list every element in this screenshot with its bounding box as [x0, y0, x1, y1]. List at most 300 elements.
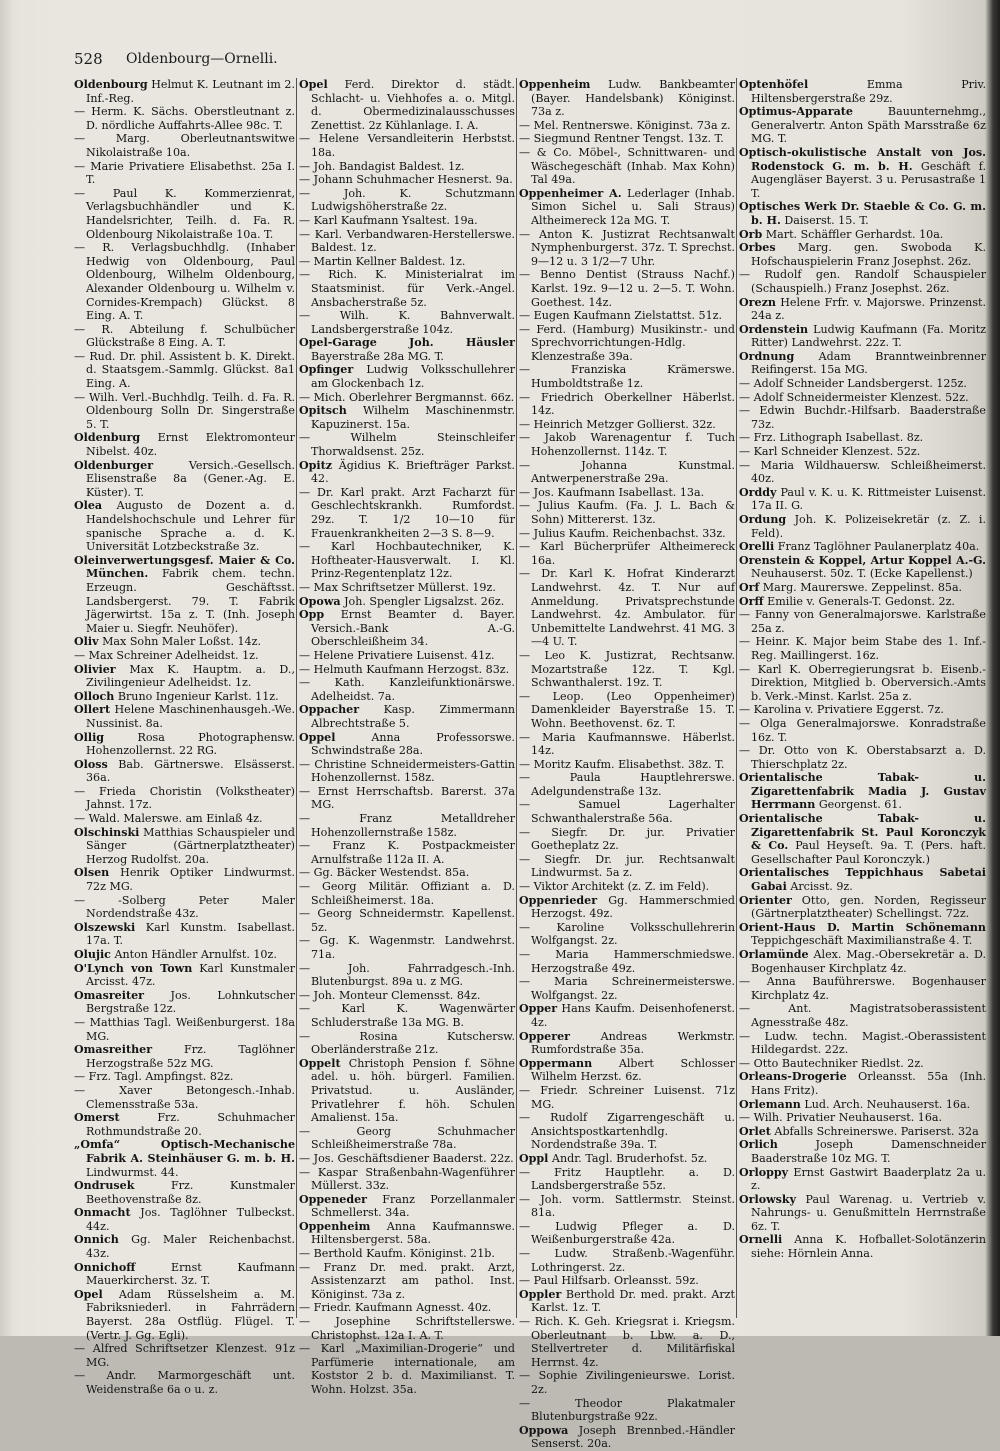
directory-entry [74, 459, 295, 500]
entry-surname: Opel [74, 1287, 103, 1301]
directory-entry [739, 1002, 986, 1029]
entry-details: — Anton K. Justizrat Rechtsanwalt Nymphenburgerst. 37z. T. Sprechst. 9—12 u. 3 1/2—7 Uhr. [519, 227, 735, 268]
entry-details: Bruno Ingenieur Karlst. 11z. [114, 689, 279, 703]
directory-entry [739, 1030, 986, 1057]
entry-details: Henrik Optiker Lindwurmst. 72z MG. [86, 866, 295, 894]
directory-entry [299, 785, 515, 812]
entry-surname: Optenhöfel [739, 78, 809, 91]
directory-entry [299, 1342, 515, 1396]
directory-entry [739, 1111, 986, 1125]
entry-details: Paul Heyseſt. 9a. T. (Pers. haft. Gesellschafter Paul Koronczyk.) [751, 839, 986, 866]
directory-entry [299, 431, 515, 458]
directory-entry [299, 934, 515, 961]
directory-entry [299, 703, 515, 730]
entry-details: Matthias Schauspieler und Sänger (Gärtnerplatztheater) Herzog Rudolfst. 20a. [86, 825, 295, 866]
entry-surname: Oldenbourg [74, 78, 148, 91]
entry-details: Orleansst. 55a (Inh. Hans Fritz). [751, 1070, 986, 1097]
entry-details: — Ferd. (Hamburg) Musikinstr.- und Sprechvorrichtungen-Hdlg. Klenzestraße 39a. [519, 322, 735, 363]
directory-entry [519, 1193, 735, 1220]
entry-details: Otto, gen. Norden, Regisseur (Gärtnerplatztheater) Schellingst. 72z. [751, 893, 986, 921]
directory-entry [519, 1057, 735, 1084]
entry-surname: Orlet [739, 1124, 771, 1138]
directory-entry [74, 1016, 295, 1043]
entry-details: Alex. Mag.-Obersekretär a. D. Bogenhauser Kirchplatz 4z. [751, 948, 986, 975]
directory-entry [74, 921, 295, 948]
entry-details: — Karl Kaufmann Ysaltest. 19a. [299, 213, 478, 227]
entry-details: — Leop. (Leo Oppenheimer) Damenkleider Bayerstraße 15. T. Wohn. Beethovenst. 6z. T. [519, 689, 735, 730]
entry-surname: Olea [74, 499, 103, 513]
entry-details: — Dr. Otto von K. Oberstabsarzt a. D. Thierschplatz 2z. [739, 744, 986, 771]
entry-details: — Rich. K. Geh. Kriegsrat i. Kriegsm. Oberleutnant b. Lbw. a. D., Stellvertreter d. Militärfiskal Herrnst. 4z. [519, 1315, 735, 1369]
directory-entry [299, 459, 515, 486]
directory-entry [519, 690, 735, 731]
directory-entry [739, 608, 986, 635]
entry-surname: Opperer [519, 1029, 570, 1043]
entry-details: Georgenst. 61. [815, 798, 902, 812]
directory-entry [739, 200, 986, 227]
column-rule [516, 78, 517, 1318]
entry-details: Joseph Brennbed.-Händler Senserst. 20a. [531, 1423, 735, 1451]
entry-details: — Fanny von Generalmajorswe. Karlstraße 25a z. [739, 608, 986, 635]
directory-entry [739, 513, 986, 540]
directory-entry [299, 1125, 515, 1152]
directory-entry [299, 486, 515, 540]
entry-details: — Wilh. K. Bahnverwalt. Landsbergerstraße 104z. [299, 309, 515, 336]
directory-entry [519, 758, 735, 772]
entry-details: — Jos. Geschäftsdiener Baaderst. 22z. [299, 1151, 514, 1165]
entry-details: — Georg Militär. Offiziant a. D. Schleißheimerst. 18a. [299, 880, 515, 907]
entry-surname: Opitsch [299, 404, 347, 418]
entry-details: — Marg. Oberleutnantswitwe Nikolaistraße 10a. [74, 132, 295, 159]
entry-surname: Omasreiter [74, 988, 144, 1002]
entry-surname: Olloch [74, 689, 115, 703]
entry-details: Paul v. K. u. K. Rittmeister Luisenst. 17a II. G. [751, 485, 986, 513]
directory-entry [739, 717, 986, 744]
directory-entry [299, 595, 515, 609]
entry-details: Wilhelm Maschinenmstr. Kapuzinerst. 15a. [311, 404, 515, 431]
entry-details: — Adolf Schneider Landsbergerst. 125z. [739, 377, 967, 391]
directory-entry [739, 744, 986, 771]
entry-details: — Mel. Rentnerswe. Königinst. 73a z. [519, 118, 731, 132]
entry-details: — Wilhelm Steinschleifer Thorwaldsenst. 25z. [299, 431, 515, 459]
entry-surname: Omasreither [74, 1043, 153, 1057]
directory-entry [74, 160, 295, 187]
entry-details: Fabrik chem. techn. Erzeugn. Geschäftsst. Landsbergerst. 79. T. Fabrik Jägerwirtst. 15a z. T. (Inh. Joseph Maier u. Siegfr. Neuhöfer). [86, 567, 295, 635]
directory-entry [299, 1247, 515, 1261]
directory-entry [74, 758, 295, 785]
entry-details: — Friedrich Oberkellner Häberlst. 14z. [519, 390, 735, 418]
directory-column-3 [519, 78, 735, 1451]
directory-entry [519, 1111, 735, 1152]
entry-details: Daiserst. 15. T. [780, 213, 869, 227]
directory-entry [739, 268, 986, 295]
entry-surname: Orlamünde [739, 948, 809, 961]
entry-surname: Opowa [299, 594, 341, 608]
entry-details: — Rudolf gen. Randolf Schauspieler (Schauspielh.) Franz Josephst. 26z. [739, 268, 986, 295]
entry-details: — Frieda Choristin (Volkstheater) Jahnst. 17z. [74, 784, 295, 812]
entry-surname: Orenstein & Koppel, Artur Koppel A.-G. [739, 553, 986, 567]
entry-details: — Karl „Maximilian-Drogerie“ und Parfümerie internationale, am Koststor 2 b. d. Maximilianst. T. Wohn. Holzst. 35a. [299, 1342, 515, 1396]
entry-details: — Frz. Lithograph Isabellast. 8z. [739, 431, 924, 445]
entry-surname: Opel [299, 78, 328, 91]
entry-surname: Ordung [739, 513, 787, 526]
entry-details: Helene Frfr. v. Majorswe. Prinzenst. 24a z. [751, 295, 986, 323]
directory-entry [519, 826, 735, 853]
entry-surname: Oppenheim [299, 1219, 371, 1233]
entry-surname: Onnich [74, 1233, 119, 1247]
entry-surname: Ordenstein [739, 322, 809, 336]
directory-entry [739, 921, 986, 948]
entry-surname: Orf [739, 580, 760, 594]
entry-details: — Rosina Kutschersw. Oberländerstraße 21z. [299, 1029, 515, 1057]
entry-details: Neuhauserst. 50z. T. (Ecke Kapellenst.) [751, 567, 973, 581]
entry-details: — R. Abteilung f. Schulbücher Glückstraße 8 Eing. A. T. [74, 322, 295, 350]
directory-entry [519, 187, 735, 228]
directory-entry [74, 635, 295, 649]
entry-details: — Joh. Bandagist Baldest. 1z. [299, 159, 465, 173]
directory-entry [519, 540, 735, 567]
directory-entry [739, 595, 986, 609]
entry-details: — Dr. Karl prakt. Arzt Facharzt für Geschlechtskrankh. Rumfordst. 29z. T. 1/2 10—10 für Frauenkrankheiten 2—3 S. 8—9. [299, 485, 515, 540]
entry-details: Abfalls Schreinerswe. Pariserst. 32a [770, 1124, 979, 1138]
entry-details: — Ludwig Pfleger a. D. Weißenburgerstraße 42a. [519, 1219, 735, 1247]
column-rule [736, 78, 737, 1318]
directory-entry [299, 1315, 515, 1342]
directory-entry [299, 255, 515, 269]
directory-entry [74, 350, 295, 391]
entry-details: Marg. gen. Swoboda K. Hofschauspielerin Franz Josephst. 26z. [751, 241, 986, 268]
directory-entry [299, 1261, 515, 1302]
entry-surname: Oldenburg [74, 431, 141, 445]
entry-details: Adam Rüsselsheim a. M. Fabriksniederl. in Fahrrädern Bayerst. 28a Ostflüg. Flügel. T. (Vertr. J. Gg. Egli). [86, 1287, 295, 1342]
entry-surname: Orlowsky [739, 1192, 797, 1206]
directory-entry [519, 798, 735, 825]
entry-details: Emma Priv. Hiltensbergerstraße 29z. [751, 78, 986, 105]
entry-details: — Xaver Betongesch.-Inhab. Clemensstraße 53a. [74, 1083, 295, 1111]
directory-entry [299, 173, 515, 187]
entry-details: Albert Schlosser Wilhelm Herzst. 6z. [531, 1056, 735, 1084]
directory-entry [739, 812, 986, 866]
entry-details: — Wilh. Verl.-Buchhdlg. Teilh. d. Fa. R. Oldenbourg Solln Dr. Singerstraße 5. T. [74, 390, 295, 431]
entry-surname: „Omfa“ Optisch-Mechanische Fabrik A. Steinhäuser G. m. b. H. [74, 1138, 295, 1165]
directory-entry [519, 418, 735, 432]
directory-entry [519, 948, 735, 975]
entry-details: Bab. Gärtnerswe. Elsässerst. 36a. [86, 757, 295, 785]
entry-surname: Ornelli [739, 1233, 783, 1247]
entry-details: Anna K. Hofballet-Solotänzerin siehe: Hörnlein Anna. [751, 1233, 986, 1261]
directory-entry [299, 1220, 515, 1247]
entry-details: Joseph Damenschneider Baaderstraße 10z MG. T. [751, 1138, 986, 1165]
entry-surname: Olschinski [74, 825, 140, 839]
entry-details: — Max Schriftsetzer Müllerst. 19z. [299, 580, 496, 594]
directory-entry [519, 1397, 735, 1424]
directory-entry [299, 758, 515, 785]
directory-entry [74, 1084, 295, 1111]
directory-entry [299, 880, 515, 907]
entry-details: — Viktor Architekt (z. Z. im Feld). [519, 880, 710, 894]
entry-surname: Oppermann [519, 1056, 593, 1070]
entry-details: — Joh. Monteur Clemensst. 84z. [299, 988, 481, 1002]
directory-entry [739, 635, 986, 662]
directory-entry [739, 894, 986, 921]
entry-details: — Franz Dr. med. prakt. Arzt, Assistenzarzt am pathol. Inst. Königinst. 73a z. [299, 1260, 515, 1301]
page-header [74, 50, 974, 76]
entry-details: — Johanna Kunstmal. Antwerpenerstraße 29a. [519, 458, 735, 486]
entry-details: — Christine Schneidermeisters-Gattin Hohenzollernst. 158z. [299, 757, 515, 785]
directory-entry [299, 78, 515, 132]
directory-entry [739, 703, 986, 717]
entry-details: Mart. Schäffler Gerhardst. 10a. [762, 227, 944, 241]
directory-entry [519, 1247, 735, 1274]
directory-entry [519, 228, 735, 269]
entry-details: Frz. Taglöhner Herzogstraße 52z MG. [86, 1043, 295, 1070]
directory-entry [74, 1111, 295, 1138]
entry-surname: Oppenheimer A. [519, 186, 622, 200]
directory-entry [739, 377, 986, 391]
directory-entry [739, 1098, 986, 1112]
directory-entry [519, 132, 735, 146]
directory-entry [299, 676, 515, 703]
entry-details: — Maria Wildhauersw. Schleißheimerst. 40z. [739, 458, 986, 486]
directory-entry [74, 948, 295, 962]
directory-entry [739, 1138, 986, 1165]
entry-surname: Optimus-Apparate [739, 105, 853, 119]
entry-details: — Siegfr. Dr. jur. Rechtsanwalt Lindwurmst. 5a z. [519, 852, 735, 880]
directory-entry [739, 459, 986, 486]
directory-entry [519, 880, 735, 894]
directory-entry [519, 119, 735, 133]
directory-entry [74, 187, 295, 241]
entry-details: Rosa Photographensw. Hohenzollernst. 22 RG. [86, 730, 295, 758]
entry-surname: Oppelt [299, 1056, 341, 1070]
directory-entry [739, 1125, 986, 1139]
entry-details: — Johann Schuhmacher Hesnerst. 9a. [299, 173, 513, 187]
directory-entry [299, 1193, 515, 1220]
entry-details: Lederlager (Inhab. Simon Sichel u. Sali Straus) Altheimereck 12a MG. T. [531, 186, 735, 227]
entry-details: Paul Warenag. u. Vertrieb v. Nahrungs- u. Genußmitteln Herrnstraße 6z. T. [751, 1192, 986, 1233]
entry-surname: Orezn [739, 295, 776, 309]
entry-details: — Moritz Kaufm. Elisabethst. 38z. T. [519, 757, 725, 771]
entry-details: — Sophie Zivilingenieurswe. Lorist. 2z. [519, 1369, 735, 1396]
entry-surname: Oppacher [299, 703, 360, 717]
entry-details: — Rud. Dr. phil. Assistent b. K. Direkt. d. Staatsgem.-Sammlg. Glückst. 8a1 Eing. A. [74, 349, 295, 391]
entry-details: Berthold Dr. med. prakt. Arzt Karlst. 1z. T. [531, 1287, 735, 1315]
entry-details: — Gg. K. Wagenmstr. Landwehrst. 71a. [299, 934, 515, 961]
directory-entry [299, 649, 515, 663]
directory-entry [299, 160, 515, 174]
directory-entry [299, 1057, 515, 1125]
entry-details: — Karl K. Wagenwärter Schluderstraße 13a MG. B. [299, 1002, 515, 1029]
entry-details: — Franziska Krämerswe. Humboldtstraße 1z. [519, 363, 735, 391]
entry-details: Frz. Kunstmaler Beethovenstraße 8z. [86, 1179, 295, 1206]
entry-details: — Alfred Schriftsetzer Klenzest. 91z MG. [74, 1342, 295, 1369]
directory-entry [519, 649, 735, 690]
directory-entry [74, 1206, 295, 1233]
entry-details: — Siegmund Rentner Tengst. 13z. T. [519, 132, 724, 146]
directory-entry [74, 554, 295, 636]
directory-entry [739, 105, 986, 146]
entry-details: — Paul K. Kommerzienrat, Verlagsbuchhändler und K. Handelsrichter, Teilh. d. Fa. R. Oldenbourg Nikolaistraße 10a. T. [74, 186, 295, 241]
directory-entry [299, 907, 515, 934]
entry-details: Ägidius K. Briefträger Parkst. 42. [311, 458, 515, 486]
directory-entry [739, 1193, 986, 1234]
entry-details: Karl Kunstm. Isabellast. 17a. T. [86, 920, 295, 948]
directory-entry [299, 839, 515, 866]
entry-details: Max K. Hauptm. a. D., Zivilingenieur Adelheidst. 1z. [86, 662, 295, 690]
entry-details: Jos. Taglöhner Tulbeckst. 44z. [86, 1206, 295, 1233]
entry-details: — Maria Kaufmannswe. Häberlst. 14z. [519, 730, 735, 758]
entry-details: Ludw. Bankbeamter (Bayer. Handelsbank) Königinst. 73a z. [531, 78, 735, 119]
directory-entry [519, 78, 735, 119]
entry-surname: Opfinger [299, 363, 354, 377]
directory-entry [299, 187, 515, 214]
directory-entry [74, 1233, 295, 1260]
entry-details: — Anna Bauführerswe. Bogenhauser Kirchplatz 4z. [739, 975, 986, 1002]
entry-details: Emilie v. Generals-T. Gedonst. 2z. [763, 594, 955, 608]
directory-entry [74, 989, 295, 1016]
entry-details: — Adolf Schneidermeister Klenzest. 52z. [739, 390, 969, 404]
directory-entry [299, 228, 515, 255]
directory-entry [739, 146, 986, 200]
directory-entry [299, 132, 515, 159]
entry-details: — Fritz Hauptlehr. a. D. Landsbergerstraße 55z. [519, 1165, 735, 1193]
directory-entry [74, 690, 295, 704]
entry-surname: Olujic [74, 948, 111, 961]
directory-entry [74, 894, 295, 921]
entry-details: Adam Branntweinbrenner Reifingerst. 15a MG. [751, 349, 986, 377]
directory-entry [299, 268, 515, 309]
entry-details: — Karl. Verbandwaren-Herstellerswe. Baldest. 1z. [299, 227, 515, 255]
entry-details: — & Co. Möbel-, Schnittwaren- und Wäschegeschäft (Inhab. Max Kohn) Tal 49a. [519, 145, 735, 187]
entry-details: Jos. Lohnkutscher Bergstraße 12z. [86, 988, 295, 1016]
entry-details: — Heinr. K. Major beim Stabe des 1. Inf.-Reg. Maillingerst. 16z. [739, 635, 986, 662]
entry-details: Joh. Spengler Ligsalzst. 26z. [340, 594, 505, 608]
directory-column-1 [74, 78, 295, 1396]
entry-details: — Mich. Oberlehrer Bergmannst. 66z. [299, 390, 515, 404]
entry-surname: Ordnung [739, 349, 795, 363]
directory-entry [739, 581, 986, 595]
entry-details: — Ernst Herrschaftsb. Barerst. 37a MG. [299, 784, 515, 812]
entry-details: Gg. Hammerschmied Herzogst. 49z. [531, 893, 735, 921]
entry-details: — Marie Privatiere Elisabethst. 25a I. T. [74, 159, 295, 187]
directory-entry [519, 1084, 735, 1111]
directory-entry [739, 771, 986, 812]
directory-entry [519, 459, 735, 486]
directory-entry [299, 1301, 515, 1315]
directory-entry [519, 1030, 735, 1057]
entry-details: — Jakob Warenagentur f. Tuch Hohenzollernst. 114z. T. [519, 431, 735, 459]
entry-surname: O'Lynch von Town [74, 961, 193, 975]
entry-details: Versich.-Gesellsch. Elisenstraße 8a (Gener.-Ag. E. Küster). T. [86, 458, 295, 499]
directory-entry [519, 1152, 735, 1166]
entry-surname: Oppel [299, 730, 336, 744]
directory-entry [299, 812, 515, 839]
entry-details: — Frz. Tagl. Ampfingst. 82z. [74, 1070, 234, 1084]
entry-details: — Jos. Kaufmann Isabellast. 13a. [519, 485, 705, 499]
directory-entry [519, 431, 735, 458]
directory-entry [299, 608, 515, 649]
directory-entry [299, 540, 515, 581]
entry-details: — Berthold Kaufm. Königinst. 21b. [299, 1247, 495, 1261]
directory-entry [519, 894, 735, 921]
directory-entry [739, 948, 986, 975]
directory-entry [74, 1342, 295, 1369]
entry-surname: Oleinverwertungsgesf. Maier & Co. München. [74, 553, 295, 581]
entry-surname: Orb [739, 227, 763, 241]
entry-details: Frz. Schuhmacher Rothmundstraße 20. [86, 1111, 295, 1138]
entry-surname: Olsen [74, 866, 110, 880]
directory-entry [739, 554, 986, 581]
directory-entry [74, 1261, 295, 1288]
entry-surname: Orienter [739, 893, 792, 907]
entry-details: Helene Maschinenhausgeh.-We. Nussinist. 8a. [86, 703, 295, 730]
entry-details: — Rich. K. Ministerialrat im Staatsminist. für Verk.-Angel. Ansbacherstraße 5z. [299, 268, 515, 309]
entry-details: — Karoline Volksschullehrerin Wolfgangst. 2z. [519, 920, 735, 948]
directory-entry [519, 975, 735, 1002]
directory-entry [739, 296, 986, 323]
directory-entry [74, 431, 295, 458]
directory-entry [299, 336, 515, 363]
entry-details: — Andr. Marmorgeschäft unt. Weidenstraße 6a o u. z. [74, 1369, 295, 1396]
entry-details: — Kath. Kanzleifunktionärswe. Adelheidst. 7a. [299, 676, 515, 703]
entry-details: — Eugen Kaufmann Zielstattst. 51z. [519, 309, 723, 323]
entry-details: Franz Taglöhner Paulanerplatz 40a. [774, 540, 980, 554]
entry-details: — Samuel Lagerhalter Schwanthalerstraße 56a. [519, 798, 735, 826]
directory-entry [299, 1152, 515, 1166]
directory-entry [74, 499, 295, 553]
entry-details: — Helene Privatiere Luisenst. 41z. [299, 648, 495, 662]
entry-details: — Maria Hammerschmiedswe. Herzogstraße 49z. [519, 948, 735, 975]
directory-entry [519, 268, 735, 309]
entry-details: — Joh. vorm. Sattlermstr. Steinst. 81a. [519, 1192, 735, 1220]
directory-entry [299, 1030, 515, 1057]
directory-entry [519, 567, 735, 649]
entry-details: — Julius Kaufm. (Fa. J. L. Bach & Sohn) Mittererst. 13z. [519, 499, 735, 526]
directory-entry [74, 731, 295, 758]
entry-surname: Ondrusek [74, 1179, 135, 1193]
entry-details: Marg. Maurerswe. Zeppelinst. 85a. [759, 580, 963, 594]
entry-details: — Julius Kaufm. Reichenbachst. 33z. [519, 526, 726, 540]
directory-entry [519, 309, 735, 323]
entry-details: — Georg Schuhmacher Schleißheimerstraße 78a. [299, 1124, 515, 1152]
entry-surname: Ollert [74, 703, 111, 717]
entry-details: Lindwurmst. 44. [86, 1165, 179, 1179]
directory-entry [519, 363, 735, 390]
entry-details: — Helene Versandleiterin Herbstst. 18a. [299, 132, 515, 159]
directory-entry [74, 663, 295, 690]
entry-details: — -Solberg Peter Maler Nordendstraße 43z. [74, 893, 295, 921]
entry-surname: Orff [739, 594, 764, 608]
entry-details: Bauunternehmg., Generalvertr. Anton Späth Marsstraße 6z MG. T. [751, 105, 986, 146]
directory-entry [74, 1369, 295, 1396]
directory-entry [299, 663, 515, 677]
directory-entry [519, 771, 735, 798]
entry-details: Geschäft f. Augengläser Bayerst. 3 u. Perusastraße 1 T. [751, 159, 986, 200]
entry-details: — Leo K. Justizrat, Rechtsanw. Mozartstraße 12z. T. Kgl. Schwanthalerst. 19z. T. [519, 648, 735, 690]
directory-entry [739, 1166, 986, 1193]
directory-entry [74, 962, 295, 989]
entry-surname: Oppeneder [299, 1192, 368, 1206]
directory-entry [739, 78, 986, 105]
directory-entry [519, 391, 735, 418]
entry-details: Arcisst. 9z. [786, 880, 853, 894]
directory-entry [739, 1233, 986, 1260]
entry-details: — Paul Hilfsarb. Orleansst. 59z. [519, 1274, 699, 1288]
directory-entry [519, 731, 735, 758]
entry-details: — Friedr. Schreiner Luisenst. 71z MG. [519, 1083, 735, 1111]
directory-entry [74, 391, 295, 432]
entry-details: — Wald. Malerswe. am Einlaß 4z. [74, 812, 263, 826]
